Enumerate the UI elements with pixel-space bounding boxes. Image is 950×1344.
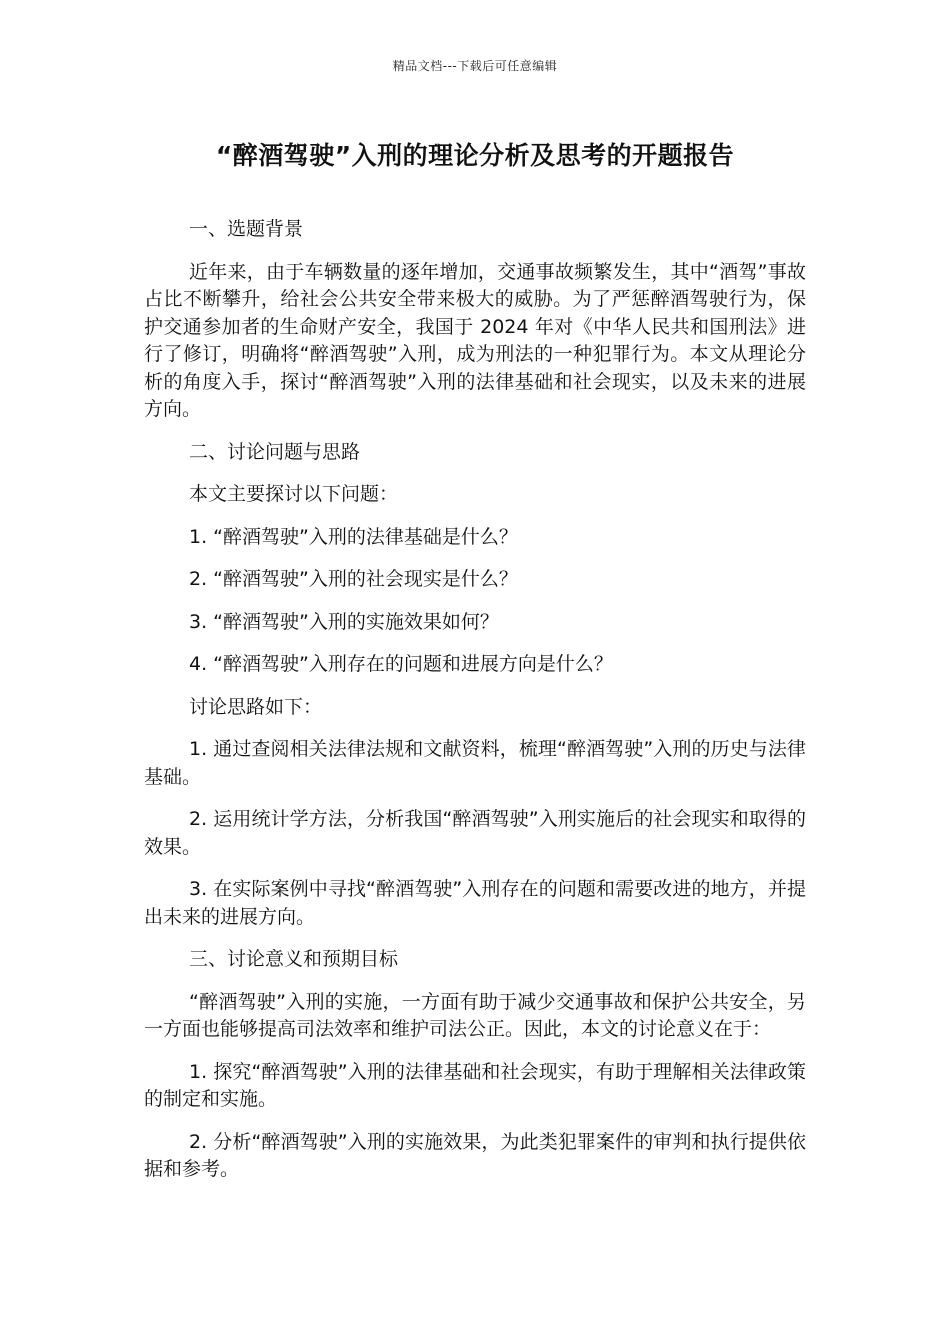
approach-item-3: 3. 在实际案例中寻找“醉酒驾驶”入刑存在的问题和需要改进的地方，并提出未来的进展方向。 [144,878,806,928]
document-body [144,216,806,1199]
significance-item-1: 1. 探究“醉酒驾驶”入刑的法律基础和社会现实，有助于理解相关法律政策的制定和实施。 [144,1060,806,1110]
document-title: “醉酒驾驶”入刑的理论分析及思考的开题报告 [215,141,735,170]
paragraph-questions-intro: 本文主要探讨以下问题： [189,483,399,505]
paragraph-background: 近年来，由于车辆数量的逐年增加，交通事故频繁发生，其中“酒驾”事故占比不断攀升，给社会公共安全带来极大的威胁。为了严惩醉酒驾驶行为，保护交通参加者的生命财产安全，我国于 2024 年对《中华人民共和国刑法》进行了修订，明确将“醉酒驾驶”入刑，成为刑法的一种犯罪行为。本文从理论分析的角度入手，探讨“醉酒驾驶”入刑的法律基础和社会现实，以及未来的进展方向。 [144,260,806,420]
paragraph-significance: “醉酒驾驶”入刑的实施，一方面有助于减少交通事故和保护公共安全，另一方面也能够提高司法效率和维护司法公正。因此，本文的讨论意义在于： [144,990,806,1040]
question-item-4: 4. “醉酒驾驶”入刑存在的问题和进展方向是什么？ [189,653,613,675]
question-item-3: 3. “醉酒驾驶”入刑的实施效果如何？ [189,610,499,633]
approach-item-1: 1. 通过查阅相关法律法规和文献资料，梳理“醉酒驾驶”入刑的历史与法律基础。 [144,738,806,788]
question-item-2: 2. “醉酒驾驶”入刑的社会现实是什么？ [189,568,518,590]
approach-item-2: 2. 运用统计学方法，分析我国“醉酒驾驶”入刑实施后的社会现实和取得的效果。 [144,808,806,858]
significance-item-2: 2. 分析“醉酒驾驶”入刑的实施效果，为此类犯罪案件的审判和执行提供依据和参考。 [144,1130,806,1180]
question-item-1: 1. “醉酒驾驶”入刑的法律基础是什么？ [189,525,518,548]
section-heading-significance: 三、讨论意义和预期目标 [189,948,399,970]
page-header: 精品文档---下载后可任意编辑 [392,59,558,73]
section-heading-background: 一、选题背景 [189,218,304,240]
paragraph-approach-intro: 讨论思路如下： [189,695,323,718]
section-heading-questions: 二、讨论问题与思路 [189,440,361,463]
